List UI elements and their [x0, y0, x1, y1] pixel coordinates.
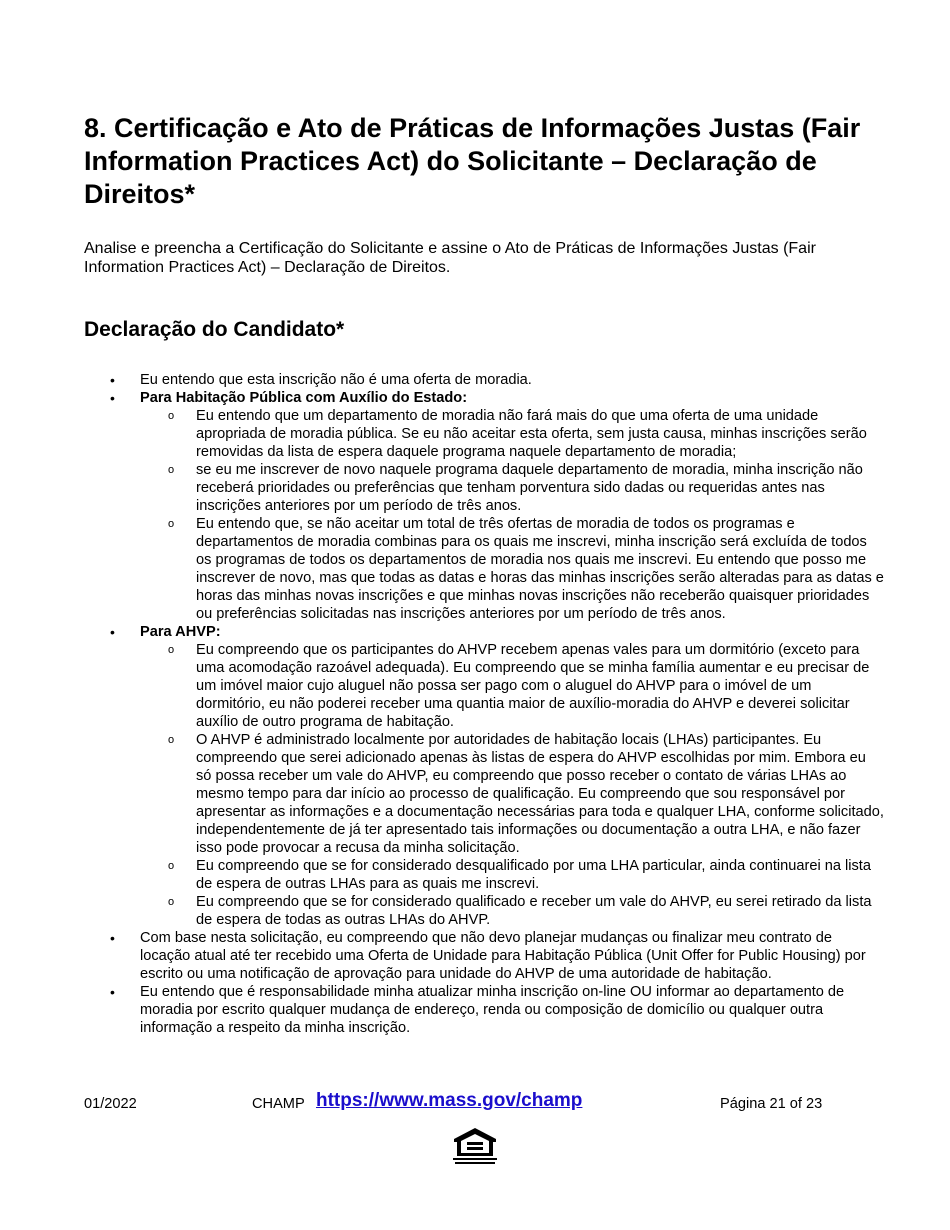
sublist — [140, 641, 884, 929]
champ-link[interactable]: https://www.mass.gov/champ — [316, 1090, 583, 1111]
list-item-title: Para Habitação Pública com Auxílio do Estado: — [140, 390, 468, 406]
sublist-item: o se eu me inscrever de novo naquele programa daquele departamento de moradia, minha inscrição não receberá prioridades ou preferências que tenham porventura sido dadas ou requeridas antes nas inscrições anteriores por um período de três anos. — [140, 461, 884, 515]
page-number: Página 21 of 23 — [720, 1096, 823, 1112]
sublist-item: o O AHVP é administrado localmente por autoridades de habitação locais (LHAs) participantes. Eu compreendo que serei adicionado apenas às listas de espera do AHVP escolhidas por mim. Embora eu só possa receber um vale do AHVP, eu compreendo que posso receber o contato de várias LHAs ao mesmo tempo para dar início ao processo de qualificação. Eu compreendo que sou responsável por apresentar as informações e a documentação necessárias para toda e qualquer LHA, conforme solicitado, independentemente de já ter apresentado tais informações ou documentação a outra LHA, e não fazer isso pode provocar a recusa da minha solicitação. — [140, 731, 884, 857]
list-item-title: Para AHVP: — [140, 624, 221, 640]
sublist-item: o Eu compreendo que se for considerado qualificado e receber um vale do AHVP, eu serei retirado da lista de espera de todas as outras LHAs do AHVP. — [140, 893, 884, 929]
list-item — [84, 623, 884, 929]
list-item: • Eu entendo que é responsabilidade minha atualizar minha inscrição on-line OU informar ao departamento de moradia por escrito qualquer mudança de endereço, renda ou composição de domicílio ou qualquer outra informação a respeito da minha inscrição. — [84, 983, 884, 1037]
declaration-list — [84, 371, 884, 1037]
candidate-declaration-heading: Declaração do Candidato* — [84, 318, 345, 341]
footer-program: CHAMP — [252, 1096, 305, 1112]
sublist-item: o Eu entendo que, se não aceitar um total de três ofertas de moradia de todos os programas e departamentos de moradia combinas para os quais me inscrevi, minha inscrição será excluída de todos os programas de todos os departamentos de moradia nos quais me inscrevi. Eu entendo que posso me inscrever de novo, mas que todas as datas e horas das minhas inscrições serão alteradas para as datas e horas das minhas novas inscrições e que minhas novas inscrições não receberão quaisquer prioridades ou preferências solicitadas nas inscrições anteriores por um período de três anos. — [140, 515, 884, 623]
declaration-content — [84, 371, 884, 1037]
section-heading: 8. Certificação e Ato de Práticas de Informações Justas (Fair Information Practices Act) do Solicitante – Declaração de Direitos* — [84, 113, 861, 209]
sublist-item: o Eu compreendo que se for considerado desqualificado por uma LHA particular, ainda continuarei na lista de espera de outras LHAs para as quais me inscrevi. — [140, 857, 884, 893]
list-item: • Eu entendo que esta inscrição não é uma oferta de moradia. — [84, 371, 884, 389]
footer-date: 01/2022 — [84, 1096, 137, 1112]
sublist — [140, 407, 884, 623]
intro-paragraph: Analise e preencha a Certificação do Solicitante e assine o Ato de Práticas de Informações Justas (Fair Information Practices Act) – Declaração de Direitos. — [84, 240, 816, 276]
equal-housing-opportunity-logo-icon — [450, 1126, 500, 1166]
list-item — [84, 389, 884, 623]
list-item: • Com base nesta solicitação, eu compreendo que não devo planejar mudanças ou finalizar meu contrato de locação atual até ter recebido uma Oferta de Unidade para Habitação Pública (Unit Offer for Public Housing) por escrito ou uma notificação de aprovação para unidade do AHVP de uma autoridade de habitação. — [84, 929, 884, 983]
sublist-item: o Eu entendo que um departamento de moradia não fará mais do que uma oferta de uma unidade apropriada de moradia pública. Se eu não aceitar esta oferta, sem justa causa, minhas inscrições serão removidas da lista de espera daquele programa naquele departamento de moradia; — [140, 407, 884, 461]
sublist-item: o Eu compreendo que os participantes do AHVP recebem apenas vales para um dormitório (exceto para uma acomodação razoável adequada). Eu compreendo que se minha família aumentar e eu precisar de um imóvel maior cujo aluguel não possa ser pago com o aluguel do AHVP para o imóvel de um dormitório, eu não poderei receber uma quantia maior de auxílio-moradia do AHVP e deverei solicitar auxílio de outro programa de habitação. — [140, 641, 884, 731]
